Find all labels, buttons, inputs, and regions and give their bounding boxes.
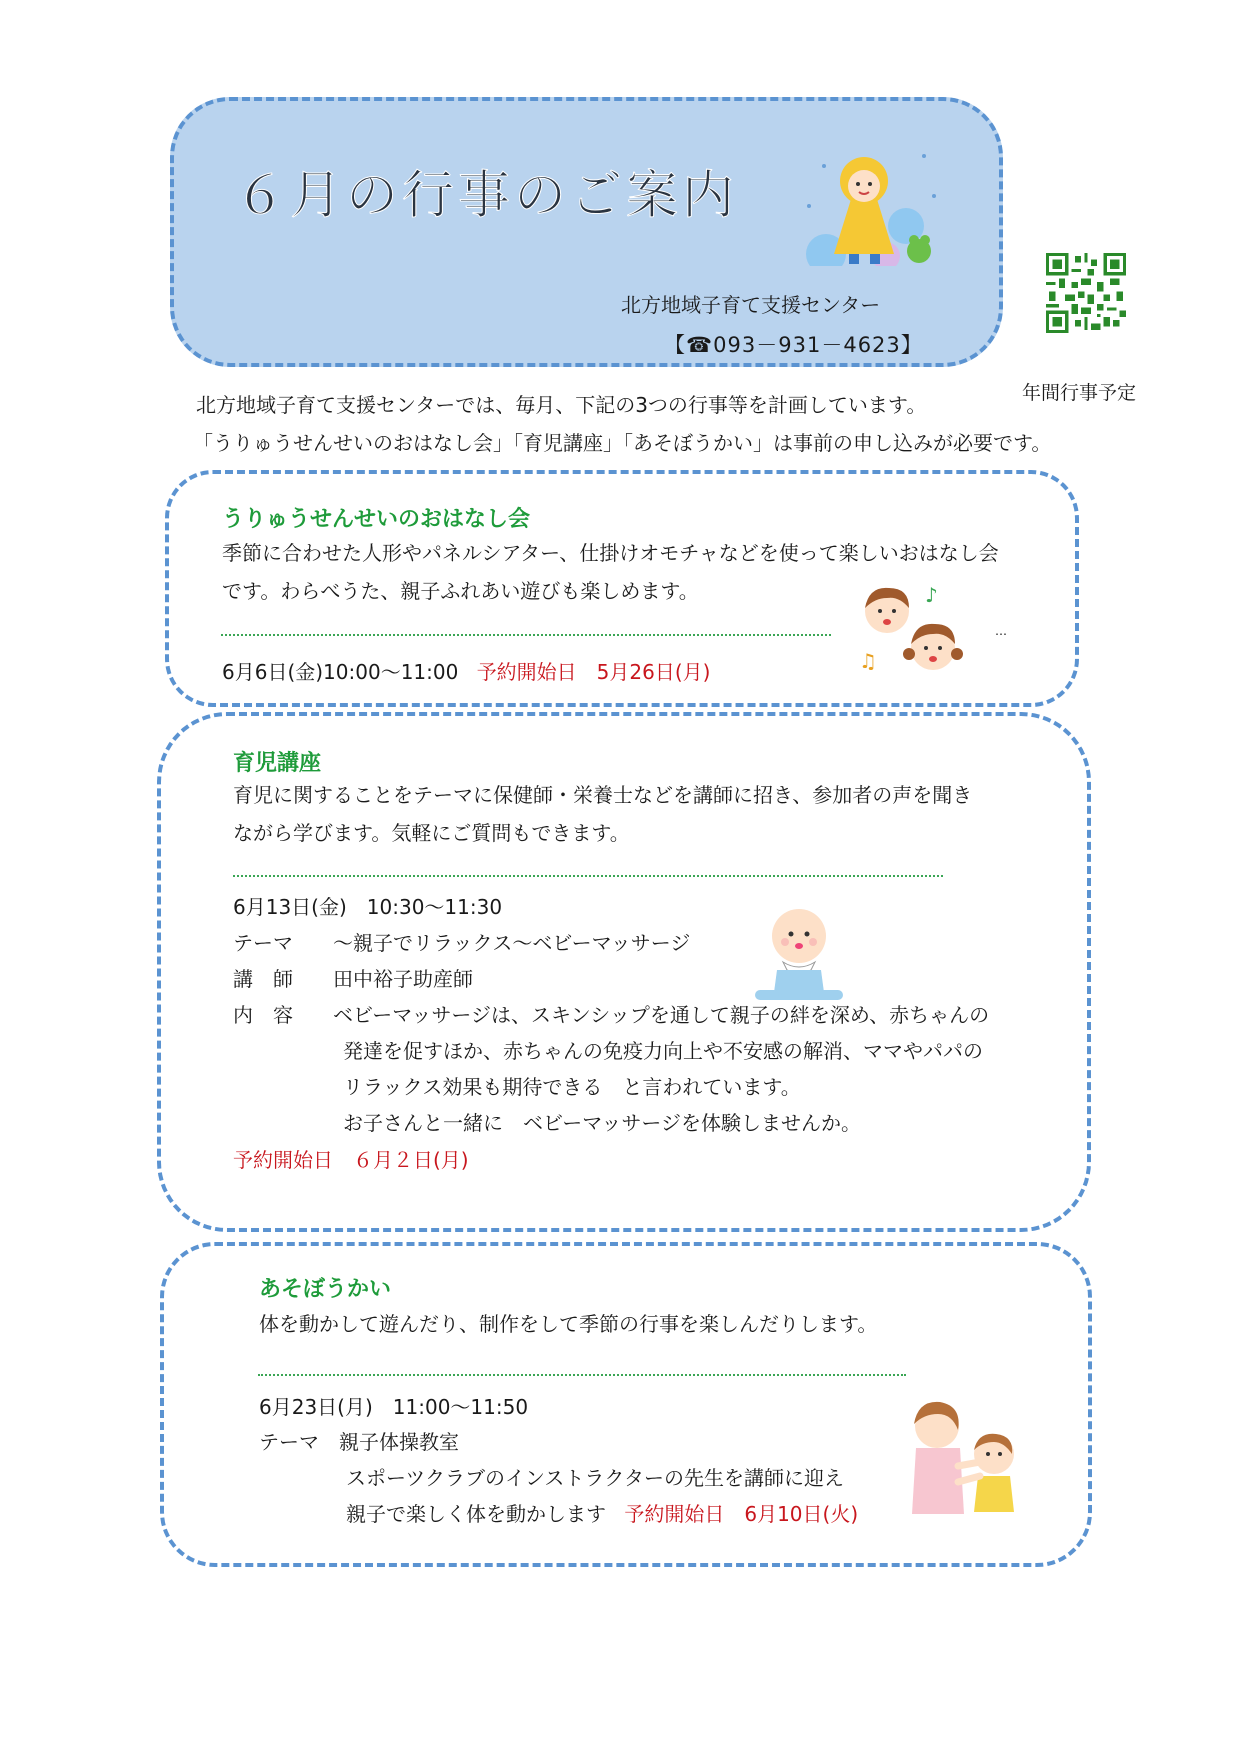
theme-value: テーマ 親子体操教室 [259,1430,459,1454]
lecturer-label: 講 師 [233,967,293,991]
baby-illustration [749,904,849,1006]
detail-line [346,1498,858,1527]
description-line: 季節に合わせた人形やパネルシアター、仕掛けオモチャなどを使って楽しいおはなし会 [222,541,999,565]
parent-child-exercise-illustration [902,1396,1027,1521]
section-title: 育児講座 [233,751,322,776]
section-title: うりゅうせんせいのおはなし会 [222,507,531,532]
event-date: 6月23日(月) 11:00～11:50 [259,1395,529,1419]
theme-value: ～親子でリラックス～ベビーマッサージ [333,931,691,955]
section-ikuji-koza [157,712,1091,1232]
ellipsis-mark: … [995,624,1007,638]
reservation-start: 予約開始日 5月26日(月) [476,660,711,684]
content-label: 内 容 [233,1003,293,1027]
qr-code[interactable] [1046,253,1126,333]
section-title: あそぼうかい [259,1277,392,1302]
detail-text: 親子で楽しく体を動かします [346,1502,606,1526]
divider [233,875,943,877]
reservation-start: 予約開始日 6月10日(火) [624,1502,859,1526]
intro-line-1: 北方地域子育て支援センターでは、毎月、下記の3つの行事等を計画しています。 [196,393,927,417]
phone-icon: ☎ [686,333,714,357]
reservation-start: 予約開始日 ６月２日(月) [233,1148,469,1172]
section-ohanashikai [165,470,1079,707]
bracket-open: 【 [664,333,686,357]
divider [258,1374,906,1376]
content-line: 発達を促すほか、赤ちゃんの免疫力向上や不安感の解消、ママやパパの [343,1039,983,1063]
content-line: ベビーマッサージは、スキンシップを通して親子の絆を深め、赤ちゃんの [333,1003,990,1027]
event-schedule [222,656,710,685]
content-line: お子さんと一緒に ベビーマッサージを体験しませんか。 [343,1111,861,1135]
description-line: 育児に関することをテーマに保健師・栄養士などを講師に招き、参加者の声を聞き [233,783,973,807]
svg-text:♪: ♪ [925,583,938,607]
intro-line-2: 「うりゅうせんせいのおはなし会」「育児講座」「あそぼうかい」は事前の申し込みが必要です。 [193,431,1052,455]
description-line: ながら学びます。気軽にご質問もできます。 [233,821,630,845]
rainy-child-illustration [794,136,949,266]
divider [221,634,831,636]
organization-name: 北方地域子育て支援センター [621,293,881,317]
event-date: 6月13日(金) 10:30～11:30 [233,895,503,919]
section-asobou-kai [160,1242,1092,1567]
qr-label: 年間行事予定 [1022,382,1137,404]
phone-number: 093－931－4623 [713,333,901,357]
theme-label: テーマ [233,931,293,955]
lecturer-value: 田中裕子助産師 [333,967,473,991]
singing-children-illustration [849,578,999,688]
detail-line: スポーツクラブのインストラクターの先生を講師に迎え [346,1466,844,1490]
page-title: ６月の行事のご案内 [234,166,739,226]
content-line: リラックス効果も期待できる と言われています。 [343,1075,801,1099]
bracket-close: 】 [900,333,923,357]
phone-number-line [664,329,923,359]
header-banner [170,97,1003,367]
section-description: 体を動かして遊んだり、制作をして季節の行事を楽しんだりします。 [259,1312,878,1336]
svg-text:♫: ♫ [859,649,877,673]
event-date: 6月6日(金)10:00～11:00 [222,660,459,684]
description-line: です。わらべうた、親子ふれあい遊びも楽しめます。 [222,579,699,603]
section-description [233,776,972,852]
